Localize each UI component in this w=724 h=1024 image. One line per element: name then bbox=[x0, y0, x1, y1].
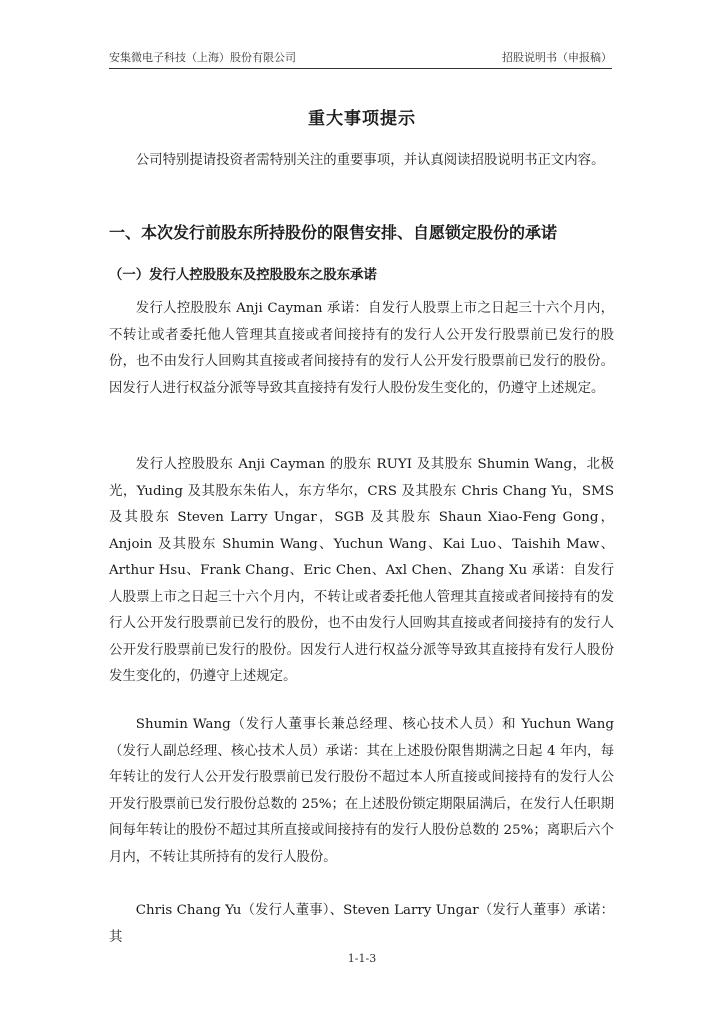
page-title: 重大事项提示 bbox=[308, 109, 416, 129]
page-header bbox=[109, 50, 612, 69]
intro-paragraph: 公司特别提请投资者需特别关注的重要事项，并认真阅读招股说明书正文内容。 bbox=[135, 153, 605, 168]
intro-block bbox=[109, 148, 614, 175]
section-heading: 一、本次发行前股东所持股份的限售安排、自愿锁定股份的承诺 bbox=[109, 223, 558, 242]
paragraph-text: 发行人控股股东 Anji Cayman 的股东 RUYI 及其股东 Shumin Wang，北极光，Yuding 及其股东朱佑人，东方华尔，CRS 及其股东 Chris Chang Yu，SMS 及其股东 Steven Larry Ungar，SGB 及其股东 Shaun Xiao-Feng Gong，Anjoin 及其股东 Shumin Wang、Yuchun Wang、Kai Luo、Taishih Maw、Arthur Hsu、Frank Chang、Eric Chen、Axl Chen、Zhang Xu 承诺：自发行人股票上市之日起三十六个月内，不转让或者委托他人管理其直接或者间接持有的发行人公开发行股票前已发行的股份，也不由发行人回购其直接或者间接持有的发行人公开发行股票前已发行的股份。因发行人进行权益分派等导致其直接持有发行人股份发生变化的，仍遵守上述规定。 bbox=[109, 457, 614, 684]
page-number: 1-1-3 bbox=[347, 952, 377, 965]
paragraph-4 bbox=[109, 898, 614, 951]
subsection-heading: （一）发行人控股股东及控股股东之股东承诺 bbox=[109, 268, 377, 283]
header-company-name: 安集微电子科技（上海）股份有限公司 bbox=[109, 51, 296, 64]
header-document-type: 招股说明书（申报稿） bbox=[502, 51, 612, 64]
paragraph-1 bbox=[109, 296, 614, 402]
paragraph-3 bbox=[109, 712, 614, 871]
paragraph-2 bbox=[109, 452, 614, 691]
paragraph-text: Shumin Wang（发行人董事长兼总经理、核心技术人员）和 Yuchun Wang（发行人副总经理、核心技术人员）承诺：其在上述股份限售期满之日起 4 年内，每年转让的发行人公开发行股票前已发行股份不超过本人所直接或间接持有的发行人公开发行股票前已发行股份总数的 25%；在上述股份锁定期限届满后，在发行人任职期间每年转让的股份不超过其所直接或间接持有的发行人股份总数的 25%；离职后六个月内，不转让其所持有的发行人股份。 bbox=[109, 717, 614, 865]
paragraph-text: Chris Chang Yu（发行人董事）、Steven Larry Ungar（发行人董事）承诺：其 bbox=[109, 903, 614, 945]
paragraph-text: 发行人控股股东 Anji Cayman 承诺：自发行人股票上市之日起三十六个月内，不转让或者委托他人管理其直接或者间接持有的发行人公开发行股票前已发行的股份，也不由发行人回购其直接或者间接持有的发行人公开发行股票前已发行的股份。因发行人进行权益分派等导致其直接持有发行人股份发生变化的，仍遵守上述规定。 bbox=[109, 301, 614, 396]
